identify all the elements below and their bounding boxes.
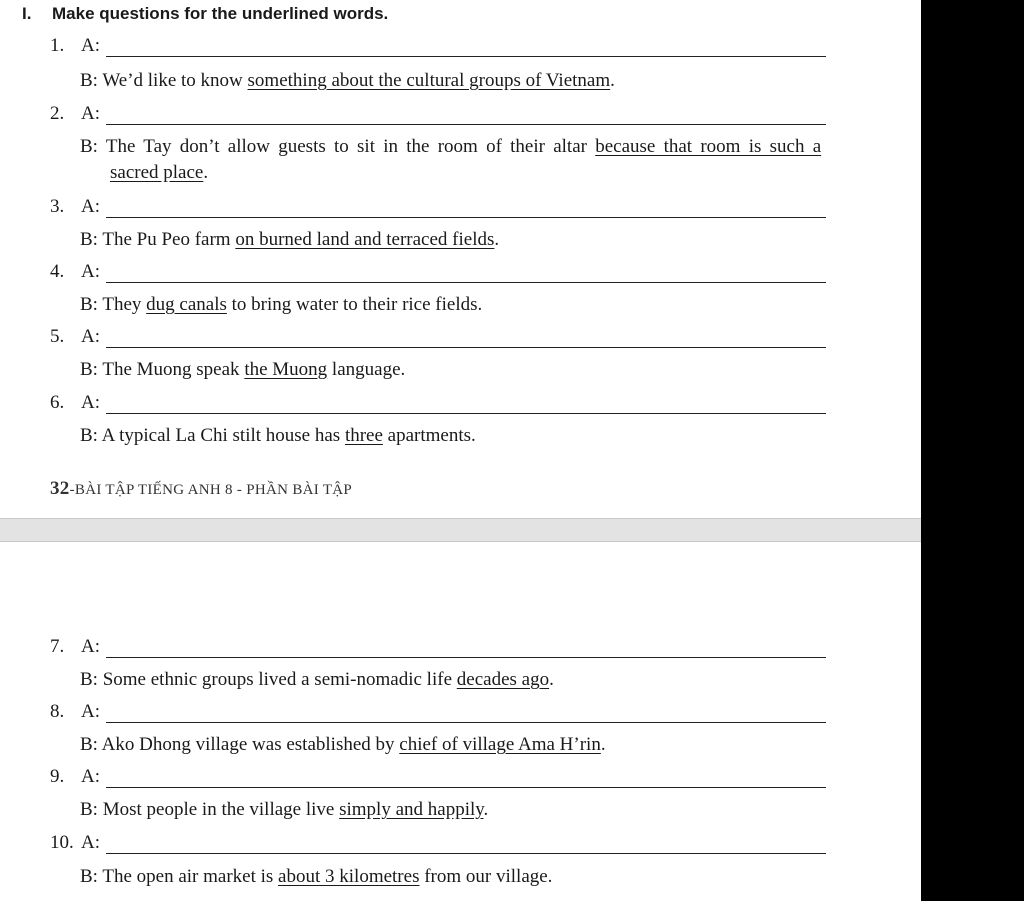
question-7-a-line	[50, 636, 100, 658]
item-number: 1.	[50, 35, 65, 56]
question-7-b-line	[80, 669, 554, 691]
a-label: A:	[81, 392, 100, 413]
a-label: A:	[81, 701, 100, 722]
underlined-words: the Muong	[244, 359, 328, 380]
section-title: Make questions for the underlined words.	[52, 4, 389, 23]
page-footer	[50, 478, 352, 500]
a-label: A:	[81, 326, 100, 347]
answer-blank-5[interactable]	[106, 347, 826, 348]
item-number: 9.	[50, 766, 65, 787]
b-text-end: .	[600, 734, 606, 755]
answer-blank-10[interactable]	[106, 853, 826, 854]
item-number: 4.	[50, 261, 65, 282]
page-number: 32	[50, 478, 70, 499]
b-text-end: .	[483, 799, 489, 820]
answer-blank-6[interactable]	[106, 413, 826, 414]
question-6-a-line	[50, 392, 100, 414]
answer-blank-7[interactable]	[106, 657, 826, 658]
b-text: B: The open air market is	[80, 866, 279, 887]
b-text-end: .	[610, 70, 615, 91]
b-text-end: .	[549, 669, 554, 690]
answer-blank-3[interactable]	[106, 217, 826, 218]
item-number: 6.	[50, 392, 65, 413]
underlined-words: chief of village Ama H’rin	[399, 734, 601, 755]
answer-blank-4[interactable]	[106, 282, 826, 283]
answer-blank-8[interactable]	[106, 722, 826, 723]
item-number: 8.	[50, 701, 65, 722]
question-2-a-line	[50, 103, 100, 125]
b-text: B: The Muong speak	[80, 359, 245, 380]
section-heading	[22, 4, 388, 24]
question-10-a-line	[50, 832, 100, 854]
a-label: A:	[81, 832, 100, 853]
b-text: B: We’d like to know	[80, 70, 248, 91]
answer-blank-1[interactable]	[106, 56, 826, 57]
footer-text: -BÀI TẬP TIẾNG ANH 8 - PHẦN BÀI TẬP	[69, 482, 353, 498]
a-label: A:	[81, 103, 100, 124]
underlined-words: three	[344, 425, 383, 446]
question-10-b-line	[80, 866, 552, 888]
underlined-words: something about the cultural groups of Vietnam	[247, 70, 611, 91]
underlined-words: simply and happily	[339, 799, 484, 820]
right-black-bar	[921, 0, 1024, 901]
question-3-a-line	[50, 196, 100, 218]
b-text: B: A typical La Chi stilt house has	[80, 425, 345, 446]
page-gap	[0, 518, 921, 542]
question-1-b-line	[80, 70, 615, 92]
a-label: A:	[81, 35, 100, 56]
b-text-end: apartments.	[382, 425, 476, 446]
question-1-a-line	[50, 35, 100, 57]
underlined-words: about 3 kilometres	[278, 866, 420, 887]
question-4-b-line	[80, 294, 482, 316]
a-label: A:	[81, 261, 100, 282]
b-text: B: Most people in the village live	[80, 799, 340, 820]
question-6-b-line	[80, 425, 476, 447]
b-text: B: The Tay don’t allow guests to sit in the room of their altar	[80, 136, 596, 157]
answer-blank-9[interactable]	[106, 787, 826, 788]
b-text: B: They	[80, 294, 147, 315]
question-9-b-line	[80, 799, 488, 821]
underlined-words: because that room is such a	[595, 136, 822, 157]
underlined-words: on burned land and terraced fields	[235, 229, 495, 250]
b-text-end: language.	[327, 359, 406, 380]
question-5-b-line	[80, 359, 405, 381]
item-number: 7.	[50, 636, 65, 657]
a-label: A:	[81, 766, 100, 787]
question-2-b-line	[80, 136, 821, 158]
b-text: B: The Pu Peo farm	[80, 229, 236, 250]
question-4-a-line	[50, 261, 100, 283]
b-text-end: from our village.	[419, 866, 553, 887]
a-label: A:	[81, 196, 100, 217]
answer-blank-2[interactable]	[106, 124, 826, 125]
question-2-b-continuation	[110, 162, 208, 184]
item-number: 5.	[50, 326, 65, 347]
item-number: 10.	[50, 832, 74, 853]
item-number: 2.	[50, 103, 65, 124]
item-number: 3.	[50, 196, 65, 217]
question-8-b-line	[80, 734, 606, 756]
question-8-a-line	[50, 701, 100, 723]
b-text-end: .	[203, 162, 209, 183]
b-text-end: .	[494, 229, 500, 250]
question-9-a-line	[50, 766, 100, 788]
section-number: I.	[22, 4, 32, 23]
b-text: B: Ako Dhong village was established by	[80, 734, 400, 755]
underlined-words: decades ago	[456, 669, 550, 690]
a-label: A:	[81, 636, 100, 657]
question-3-b-line	[80, 229, 499, 251]
underlined-words: dug canals	[146, 294, 227, 315]
b-text: B: Some ethnic groups lived a semi-nomadic life	[80, 669, 457, 690]
question-5-a-line	[50, 326, 100, 348]
b-text-end: to bring water to their rice fields.	[226, 294, 483, 315]
underlined-words: sacred place	[110, 162, 204, 183]
